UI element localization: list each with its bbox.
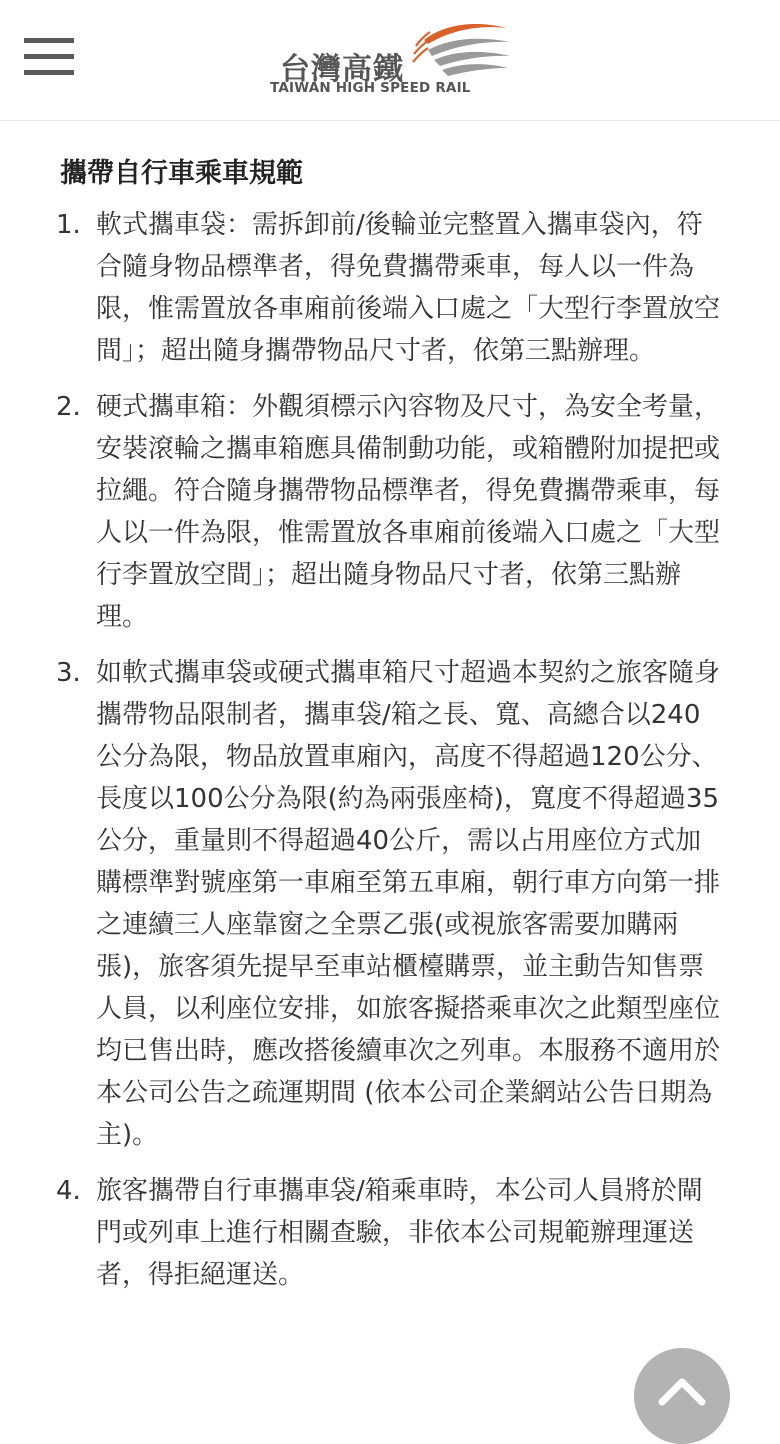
rule-number: 3. (56, 658, 81, 688)
menu-bar (24, 70, 74, 75)
page-title: 攜帶自行車乘車規範 (60, 158, 303, 189)
rule-text: 旅客攜帶自行車攜車袋/箱乘車時，本公司人員將於閘門或列車上進行相關查驗，非依本公司規範辦理運送者，得拒絕運送。 (96, 1176, 703, 1290)
rule-item-4 (56, 1170, 721, 1296)
hamburger-menu-icon[interactable] (24, 38, 74, 78)
logo-english-text: TAIWAN HIGH SPEED RAIL (270, 80, 471, 96)
scroll-to-top-button[interactable] (634, 1348, 730, 1444)
rules-list (56, 204, 721, 1296)
chevron-up-icon (658, 1376, 706, 1406)
menu-bar (24, 38, 74, 43)
rule-item-3 (56, 652, 721, 1156)
thsr-logo[interactable] (268, 18, 518, 102)
main-content (56, 150, 721, 1310)
rule-text: 硬式攜車箱：外觀須標示內容物及尺寸，為安全考量，安裝滾輪之攜車箱應具備制動功能，或箱體附加提把或拉繩。符合隨身攜帶物品標準者，得免費攜帶乘車，每人以一件為限，惟需置放各車廂前後端入口處之「大型行李置放空間」；超出隨身物品尺寸者，依第三點辦理。 (96, 392, 721, 632)
rule-item-2 (56, 386, 721, 638)
logo-chinese-text: 台灣高鐵 (280, 52, 404, 87)
rule-item-1 (56, 204, 721, 372)
rule-text: 軟式攜車袋：需拆卸前/後輪並完整置入攜車袋內，符合隨身物品標準者，得免費攜帶乘車，每人以一件為限，惟需置放各車廂前後端入口處之「大型行李置放空間」；超出隨身攜帶物品尺寸者，依第三點辦理。 (96, 210, 721, 366)
top-header (0, 0, 780, 121)
thsr-swoosh-logo-icon (410, 18, 512, 80)
rule-number: 1. (56, 210, 81, 240)
rule-number: 4. (56, 1176, 81, 1206)
menu-bar (24, 54, 74, 59)
rule-number: 2. (56, 392, 81, 422)
rule-text: 如軟式攜車袋或硬式攜車箱尺寸超過本契約之旅客隨身攜帶物品限制者，攜車袋/箱之長、寬、高總合以240公分為限，物品放置車廂內，高度不得超過120公分、長度以100公分為限(約為兩張座椅)，寬度不得超過35公分，重量則不得超過40公斤，需以占用座位方式加購標準對號座第一車廂至第五車廂，朝行車方向第一排之連續三人座靠窗之全票乙張(或視旅客需要加購兩張)，旅客須先提早至車站櫃檯購票，並主動告知售票人員，以利座位安排，如旅客擬搭乘車次之此類型座位均已售出時，應改搭後續車次之列車。本服務不適用於本公司公告之疏運期間 (依本公司企業網站公告日期為主)。 (96, 658, 721, 1150)
